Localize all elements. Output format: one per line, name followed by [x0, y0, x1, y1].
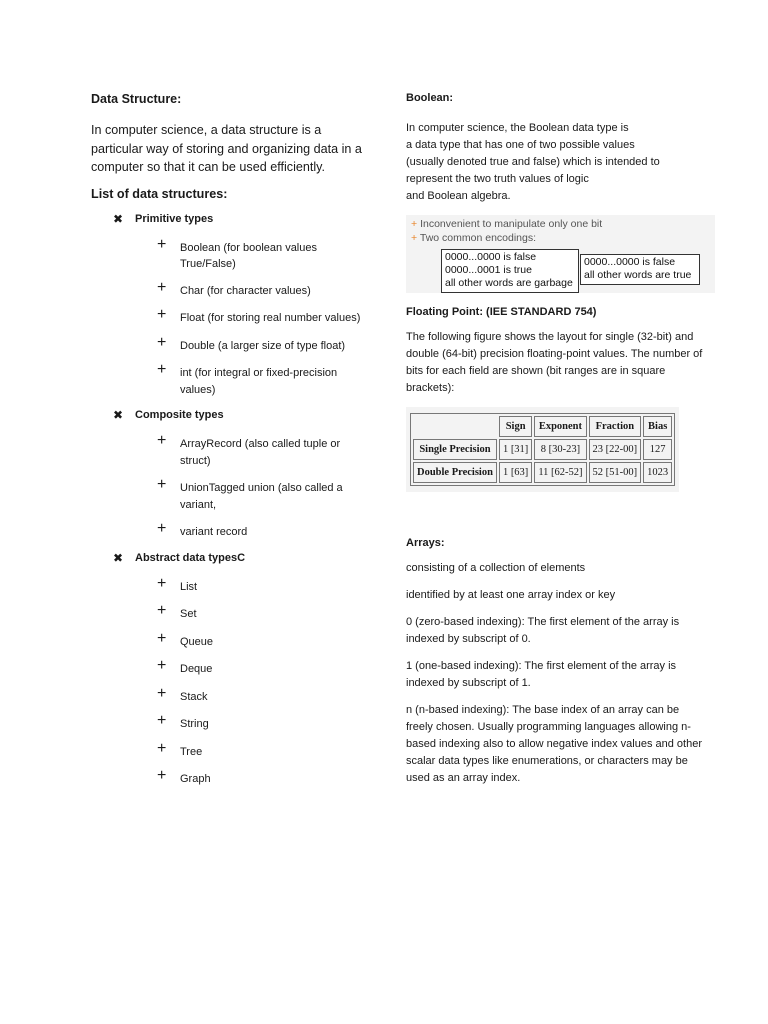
list-item: + UnionTagged union (also called a variant, — [157, 476, 343, 511]
list-item: + Stack — [157, 684, 208, 703]
abstract-list — [91, 574, 371, 788]
plus-bullet-icon: + — [411, 218, 418, 230]
plus-bullet-icon: + — [157, 278, 167, 296]
floating-point-heading: Floating Point: (IEE STANDARD 754) — [406, 306, 597, 318]
x-bullet-icon: ✖ — [113, 408, 124, 422]
plus-bullet-icon: + — [157, 767, 167, 784]
list-item: + Char (for character values) — [157, 278, 311, 297]
arrays-paragraph: identified by at least one array index or key — [406, 589, 616, 601]
plus-bullet-icon: + — [157, 361, 167, 378]
arrays-paragraph: consisting of a collection of elements — [406, 562, 586, 574]
encoding-box-2: 0000...0000 is false all other words are true — [580, 254, 700, 285]
arrays-paragraph: n (n-based indexing): The base index of an array can be freely chosen. Usually programming languages allowing n-based indexing also to allow negative index values and other scalar data types like enumerations, or characters may be used as an array index. — [406, 704, 702, 784]
table-row: Double Precision 1 [63] 11 [62-52] 52 [51-00] 1023 — [413, 462, 672, 483]
list-item: + Double (a larger size of type float) — [157, 333, 346, 352]
boolean-encoding-figure: + Inconvenient to manipulate only one bit + Two common encodings: 0000...0000 is false 0000...0001 is true all other words are garbage 0000...0000 is false all other words are true — [406, 215, 715, 293]
list-item: + variant record — [157, 520, 248, 538]
list-item: + Queue — [157, 629, 214, 648]
plus-bullet-icon: + — [157, 520, 167, 537]
page-title: Data Structure: — [91, 92, 182, 106]
category-composite — [91, 409, 371, 541]
arrays-paragraph: 1 (one-based indexing): The first element of the array is indexed by subscript of 1. — [406, 660, 677, 689]
plus-bullet-icon: + — [157, 739, 167, 757]
x-bullet-icon: ✖ — [113, 211, 124, 226]
precision-table-figure — [406, 407, 679, 492]
table-header-row: Sign Exponent Fraction Bias — [413, 416, 672, 437]
x-bullet-icon: ✖ — [113, 550, 124, 565]
plus-bullet-icon: + — [157, 657, 167, 674]
list-item: + String — [157, 712, 209, 730]
plus-bullet-icon: + — [157, 476, 167, 493]
table-row: Single Precision 1 [31] 8 [30-23] 23 [22-00] 127 — [413, 439, 672, 460]
list-item: + int (for integral or fixed-precision values) — [157, 361, 338, 396]
plus-bullet-icon: + — [157, 333, 167, 351]
list-item: + Boolean (for boolean values True/False) — [157, 235, 317, 270]
floating-point-text: The following figure shows the layout for single (32-bit) and double (64-bit) precision floating-point values. The number of bits for each field are shown (bit ranges are in square brackets): — [406, 331, 703, 394]
list-item: + Float (for storing real number values) — [157, 306, 361, 324]
list-item: + ArrayRecord (also called tuple or struct) — [157, 432, 341, 467]
plus-bullet-icon: + — [411, 232, 418, 244]
encoding-box-1: 0000...0000 is false 0000...0001 is true all other words are garbage — [441, 249, 579, 293]
left-column — [91, 92, 371, 799]
category-label: Composite types — [135, 409, 224, 421]
plus-bullet-icon: + — [157, 432, 167, 449]
list-item: + List — [157, 574, 198, 593]
boolean-heading: Boolean: — [406, 92, 454, 104]
composite-list — [91, 432, 371, 541]
plus-bullet-icon: + — [157, 629, 167, 647]
plus-bullet-icon: + — [157, 602, 167, 619]
list-item: + Deque — [157, 657, 213, 675]
plus-bullet-icon: + — [157, 235, 167, 253]
right-column — [406, 92, 706, 787]
intro-paragraph: In computer science, a data structure is a particular way of storing and organizing data in a computer so that it can be used efficiently. — [91, 123, 362, 174]
arrays-paragraph: 0 (zero-based indexing): The first element of the array is indexed by subscript of 0. — [406, 616, 680, 645]
boolean-text: In computer science, the Boolean data type is a data type that has one of two possible values (usually denoted true and false) which is intended to represent the two truth values of logic and Boolean algebra. — [406, 122, 660, 202]
list-heading: List of data structures: — [91, 186, 228, 201]
plus-bullet-icon: + — [157, 712, 167, 729]
precision-table — [410, 413, 675, 486]
arrays-heading: Arrays: — [406, 537, 445, 549]
list-item: + Graph — [157, 767, 211, 785]
list-item: + Tree — [157, 739, 203, 758]
category-primitive — [91, 213, 371, 399]
category-label: Primitive types — [135, 212, 214, 225]
plus-bullet-icon: + — [157, 684, 167, 702]
category-label: Abstract data typesC — [135, 551, 246, 564]
category-abstract — [91, 552, 371, 788]
list-item: + Set — [157, 602, 197, 620]
primitive-list — [91, 235, 371, 399]
plus-bullet-icon: + — [157, 306, 167, 323]
plus-bullet-icon: + — [157, 574, 167, 592]
